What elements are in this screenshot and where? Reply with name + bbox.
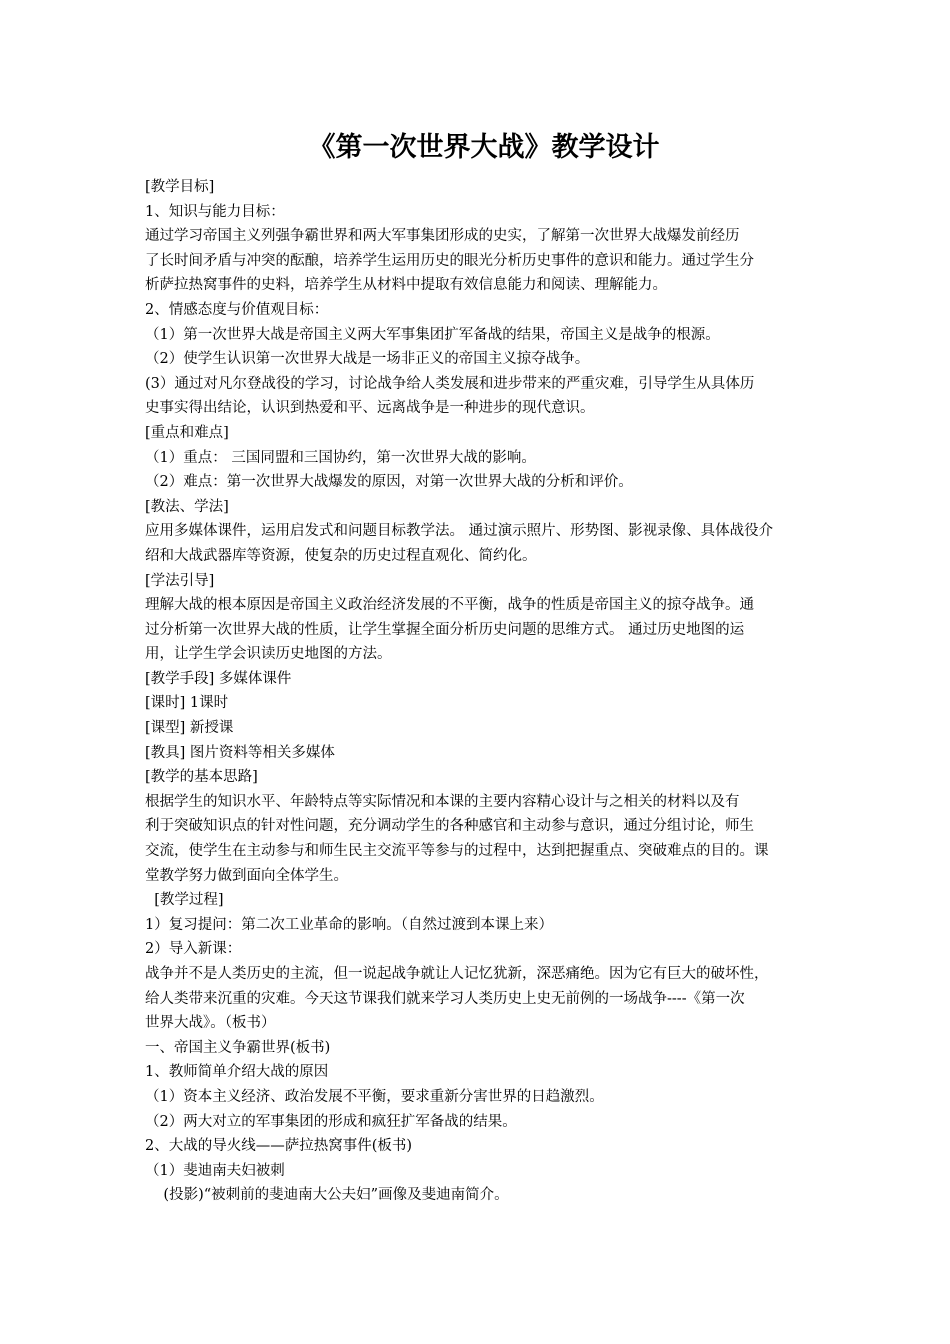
paragraph-line: 理解大战的根本原因是帝国主义政治经济发展的不平衡，战争的性质是帝国主义的掠夺战争。通 — [145, 597, 754, 614]
section-heading-objectives: [教学目标] — [145, 179, 215, 195]
list-item: (3）通过对凡尔登战役的学习，讨论战争给人类发展和进步带来的严重灾难，引导学生从具体历 — [145, 375, 755, 392]
paragraph-line: 战争并不是人类历史的主流，但一说起战争就让人记忆犹新，深恶痛绝。因为它有巨大的破坏性， — [145, 966, 769, 982]
list-item: (投影)“被刺前的斐迪南大公夫妇”画像及斐迪南简介。 — [145, 1187, 509, 1204]
list-item: （2）使学生认识第一次世界大战是一场非正义的帝国主义掠夺战争。 — [145, 351, 590, 368]
list-item: 2、大战的导火线——萨拉热窝事件(板书) — [145, 1138, 413, 1155]
paragraph-line: 应用多媒体课件，运用启发式和问题目标教学法。 通过演示照片、形势图、影视录像、具体战役介 — [145, 523, 774, 540]
section-heading-study-guide: [学法引导] — [145, 572, 215, 589]
paragraph-line: 过分析第一次世界大战的性质，让学生掌握全面分析历史问题的思维方式。 通过历史地图的运 — [145, 621, 745, 638]
paragraph-line: 给人类带来沉重的灾难。今天这节课我们就来学习人类历史上史无前例的一场战争----《第一次 — [145, 990, 745, 1007]
section-heading-hours: [课时] 1课时 — [145, 695, 229, 712]
section-heading-key-points: [重点和难点] — [145, 424, 229, 441]
section-heading-means: [教学手段] 多媒体课件 — [145, 670, 292, 687]
paragraph-line: 析萨拉热窝事件的史料，培养学生从材料中提取有效信息能力和阅读、理解能力。 — [145, 277, 667, 294]
section-heading-methods: [教法、学法] — [145, 498, 229, 515]
list-item: （2）两大对立的军事集团的形成和疯狂扩军备战的结果。 — [145, 1113, 517, 1130]
paragraph-line: 了长时间矛盾与冲突的酝酿，培养学生运用历史的眼光分析历史事件的意识和能力。通过学生分 — [145, 252, 754, 269]
paragraph-line: 通过学习帝国主义列强争霸世界和两大军事集团形成的史实，了解第一次世界大战爆发前经历 — [145, 228, 740, 245]
list-item: 2）导入新课： — [145, 941, 242, 958]
list-item: 1）复习提问：第二次工业革命的影响。（自然过渡到本课上来） — [145, 916, 553, 933]
list-item: （1）资本主义经济、政治发展不平衡，要求重新分害世界的日趋激烈。 — [145, 1088, 604, 1105]
section-heading-basic-approach: [教学的基本思路] — [145, 769, 258, 786]
list-item: （1）第一次世界大战是帝国主义两大军事集团扩军备战的结果，帝国主义是战争的根源。 — [145, 326, 720, 343]
document-body — [145, 175, 815, 1208]
list-item: （2）难点：第一次世界大战爆发的原因，对第一次世界大战的分析和评价。 — [145, 474, 633, 491]
paragraph-line: 堂教学努力做到面向全体学生。 — [145, 867, 348, 884]
paragraph-line: 根据学生的知识水平、年龄特点等实际情况和本课的主要内容精心设计与之相关的材料以及有 — [145, 793, 740, 810]
list-item: （1）重点： 三国同盟和三国协约，第一次世界大战的影响。 — [145, 449, 536, 466]
paragraph-line: 绍和大战武器库等资源，使复杂的历史过程直观化、简约化。 — [145, 547, 537, 564]
list-item: （1）斐迪南夫妇被刺 — [145, 1162, 285, 1179]
paragraph-line: 交流，使学生在主动参与和师生民主交流平等参与的过程中，达到把握重点、突破难点的目的。课 — [145, 843, 769, 860]
section-heading-process: [教学过程] — [145, 892, 224, 909]
list-item: 1、教师简单介绍大战的原因 — [145, 1064, 329, 1081]
paragraph-line: 利于突破知识点的针对性问题，充分调动学生的各种感官和主动参与意识，通过分组讨论，师生 — [145, 818, 754, 835]
document-title: 《第一次世界大战》教学设计 — [308, 132, 660, 163]
paragraph-line: 用，让学生学会识读历史地图的方法。 — [145, 646, 392, 663]
section-heading-teaching-aids: [教具] 图片资料等相关多媒体 — [145, 744, 335, 761]
paragraph-line: 史事实得出结论，认识到热爱和平、远离战争是一种进步的现代意识。 — [145, 400, 595, 417]
section-heading-lesson-type: [课型] 新授课 — [145, 720, 234, 737]
subheading-emotion-values: 2、情感态度与价值观目标： — [145, 301, 329, 318]
subheading-knowledge-ability: 1、知识与能力目标： — [145, 203, 285, 220]
subheading-imperialism: 一、帝国主义争霸世界(板书) — [145, 1039, 331, 1056]
paragraph-line: 世界大战》。（板书） — [145, 1015, 276, 1032]
